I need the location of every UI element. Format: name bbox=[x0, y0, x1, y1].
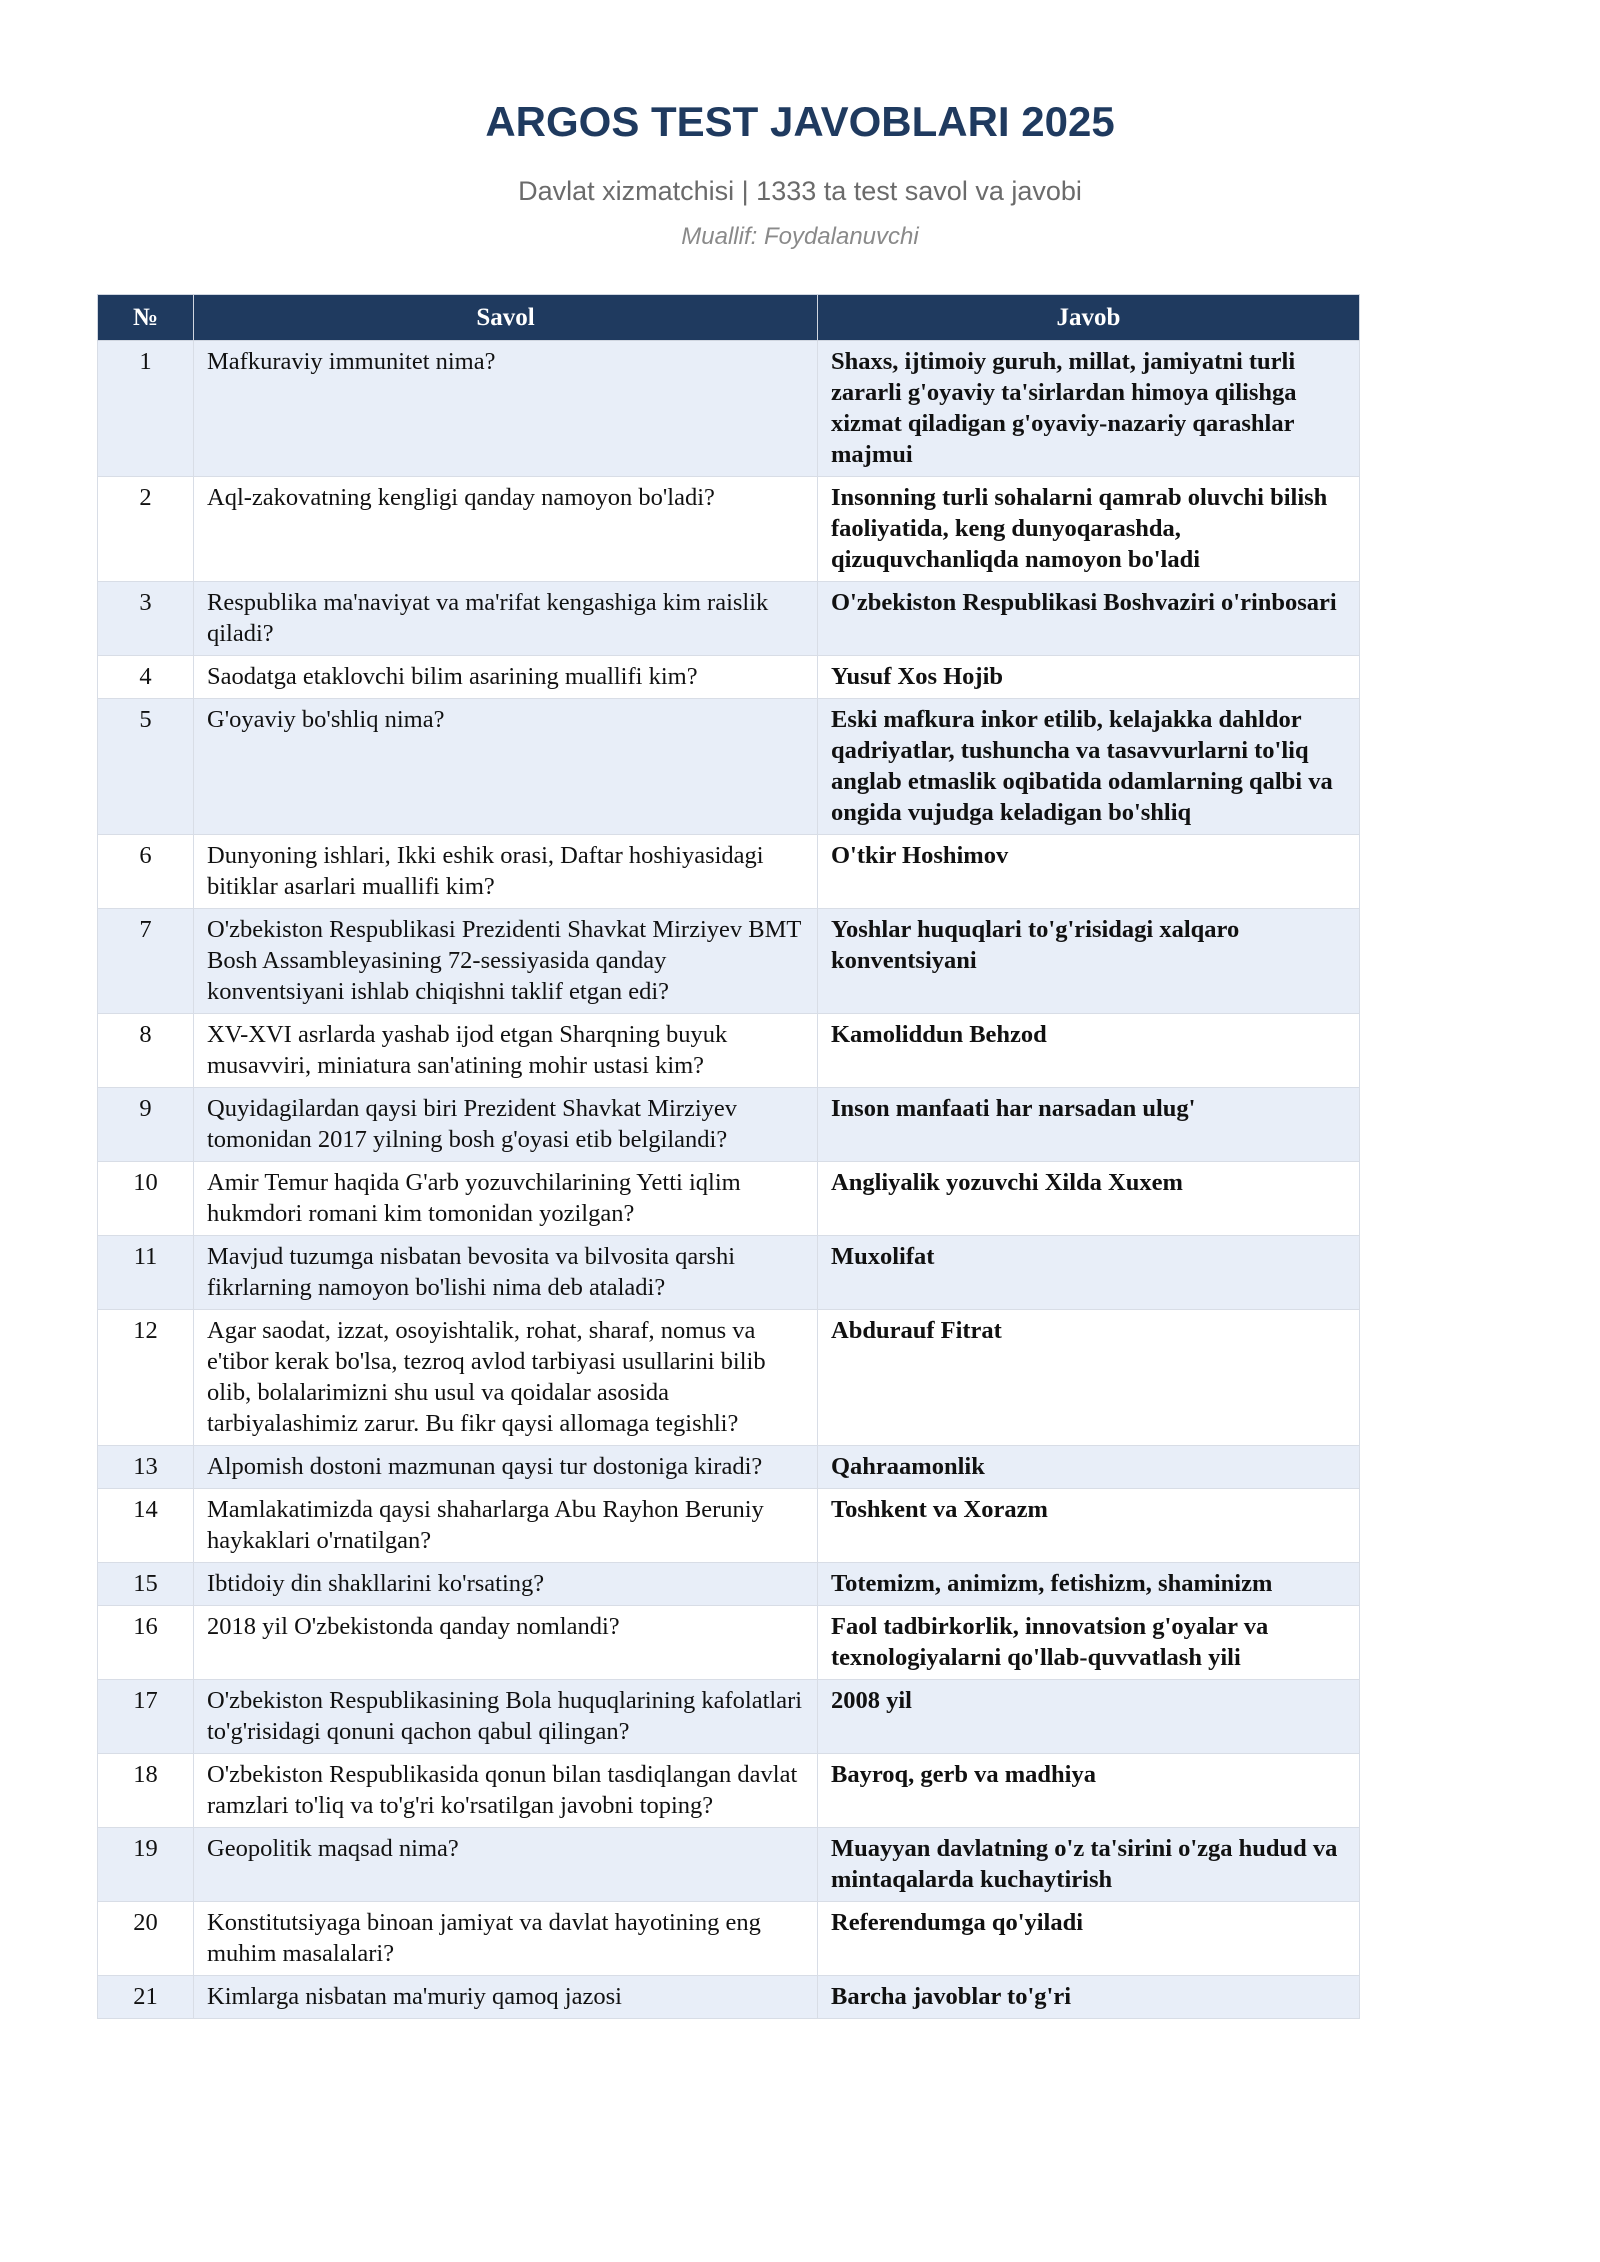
qa-table bbox=[97, 294, 1360, 2019]
row-question: Dunyoning ishlari, Ikki eshik orasi, Daftar hoshiyasidagi bitiklar asarlari muallifi kim? bbox=[194, 835, 818, 909]
table-row bbox=[98, 1680, 1360, 1754]
row-question: Amir Temur haqida G'arb yozuvchilarining Yetti iqlim hukmdori romani kim tomonidan yozilgan? bbox=[194, 1162, 818, 1236]
table-row bbox=[98, 656, 1360, 699]
table-row bbox=[98, 1606, 1360, 1680]
row-number: 8 bbox=[98, 1014, 194, 1088]
row-number: 2 bbox=[98, 477, 194, 582]
row-answer: Kamoliddun Behzod bbox=[818, 1014, 1360, 1088]
table-row bbox=[98, 1563, 1360, 1606]
row-number: 20 bbox=[98, 1902, 194, 1976]
table-row bbox=[98, 477, 1360, 582]
row-question: 2018 yil O'zbekistonda qanday nomlandi? bbox=[194, 1606, 818, 1680]
row-number: 3 bbox=[98, 582, 194, 656]
table-row bbox=[98, 699, 1360, 835]
row-question: XV-XVI asrlarda yashab ijod etgan Sharqning buyuk musavviri, miniatura san'atining mohir ustasi kim? bbox=[194, 1014, 818, 1088]
row-answer: Totemizm, animizm, fetishizm, shaminizm bbox=[818, 1563, 1360, 1606]
table-row bbox=[98, 1014, 1360, 1088]
row-number: 17 bbox=[98, 1680, 194, 1754]
table-row bbox=[98, 909, 1360, 1014]
row-answer: Inson manfaati har narsadan ulug' bbox=[818, 1088, 1360, 1162]
qa-table-body bbox=[98, 341, 1360, 2019]
row-answer: Eski mafkura inkor etilib, kelajakka dahldor qadriyatlar, tushuncha va tasavvurlarni to'liq anglab etmaslik oqibatida odamlarning qalbi va ongida vujudga keladigan bo'shliq bbox=[818, 699, 1360, 835]
row-answer: Yusuf Xos Hojib bbox=[818, 656, 1360, 699]
row-answer: Bayroq, gerb va madhiya bbox=[818, 1754, 1360, 1828]
table-row bbox=[98, 1446, 1360, 1489]
row-number: 10 bbox=[98, 1162, 194, 1236]
header-row bbox=[98, 295, 1360, 341]
row-question: Saodatga etaklovchi bilim asarining muallifi kim? bbox=[194, 656, 818, 699]
row-answer: O'tkir Hoshimov bbox=[818, 835, 1360, 909]
row-number: 11 bbox=[98, 1236, 194, 1310]
row-number: 6 bbox=[98, 835, 194, 909]
row-question: Respublika ma'naviyat va ma'rifat kengashiga kim raislik qiladi? bbox=[194, 582, 818, 656]
row-number: 16 bbox=[98, 1606, 194, 1680]
qa-table-header bbox=[98, 295, 1360, 341]
row-question: O'zbekiston Respublikasining Bola huquqlarining kafolatlari to'g'risidagi qonuni qachon qabul qilingan? bbox=[194, 1680, 818, 1754]
table-row bbox=[98, 582, 1360, 656]
row-answer: Muayyan davlatning o'z ta'sirini o'zga hudud va mintaqalarda kuchaytirish bbox=[818, 1828, 1360, 1902]
row-answer: Qahraamonlik bbox=[818, 1446, 1360, 1489]
row-answer: 2008 yil bbox=[818, 1680, 1360, 1754]
row-number: 12 bbox=[98, 1310, 194, 1446]
row-number: 19 bbox=[98, 1828, 194, 1902]
table-row bbox=[98, 1310, 1360, 1446]
table-row bbox=[98, 1902, 1360, 1976]
row-question: Mafkuraviy immunitet nima? bbox=[194, 341, 818, 477]
row-number: 15 bbox=[98, 1563, 194, 1606]
row-answer: Angliyalik yozuvchi Xilda Xuxem bbox=[818, 1162, 1360, 1236]
row-answer: Barcha javoblar to'g'ri bbox=[818, 1976, 1360, 2019]
row-answer: Shaxs, ijtimoiy guruh, millat, jamiyatni turli zararli g'oyaviy ta'sirlardan himoya qilishga xizmat qiladigan g'oyaviy-nazariy qarashlar majmui bbox=[818, 341, 1360, 477]
table-row bbox=[98, 1828, 1360, 1902]
table-row bbox=[98, 341, 1360, 477]
row-question: O'zbekiston Respublikasi Prezidenti Shavkat Mirziyev BMT Bosh Assambleyasining 72-sessiyasida qanday konventsiyani ishlab chiqishni taklif etgan edi? bbox=[194, 909, 818, 1014]
document-subtitle: Davlat xizmatchisi | 1333 ta test savol va javobi bbox=[518, 176, 1082, 206]
header-answer: Javob bbox=[818, 295, 1360, 341]
row-number: 1 bbox=[98, 341, 194, 477]
table-row bbox=[98, 1162, 1360, 1236]
table-row bbox=[98, 1754, 1360, 1828]
row-question: Mavjud tuzumga nisbatan bevosita va bilvosita qarshi fikrlarning namoyon bo'lishi nima deb ataladi? bbox=[194, 1236, 818, 1310]
row-question: G'oyaviy bo'shliq nima? bbox=[194, 699, 818, 835]
table-row bbox=[98, 835, 1360, 909]
document-author: Muallif: Foydalanuvchi bbox=[681, 223, 919, 250]
row-answer: Toshkent va Xorazm bbox=[818, 1489, 1360, 1563]
row-question: Agar saodat, izzat, osoyishtalik, rohat, sharaf, nomus va e'tibor kerak bo'lsa, tezroq avlod tarbiyasi usullarini bilib olib, bolalarimizni shu usul va qoidalar asosida tarbiyalashimiz zarur. Bu fikr qaysi allomaga tegishli? bbox=[194, 1310, 818, 1446]
row-question: Aql-zakovatning kengligi qanday namoyon bo'ladi? bbox=[194, 477, 818, 582]
row-question: Alpomish dostoni mazmunan qaysi tur dostoniga kiradi? bbox=[194, 1446, 818, 1489]
header-question: Savol bbox=[194, 295, 818, 341]
row-answer: Yoshlar huquqlari to'g'risidagi xalqaro konventsiyani bbox=[818, 909, 1360, 1014]
row-number: 7 bbox=[98, 909, 194, 1014]
row-number: 13 bbox=[98, 1446, 194, 1489]
header-number: № bbox=[98, 295, 194, 341]
table-row bbox=[98, 1088, 1360, 1162]
row-answer: Insonning turli sohalarni qamrab oluvchi bilish faoliyatida, keng dunyoqarashda, qizuquvchanliqda namoyon bo'ladi bbox=[818, 477, 1360, 582]
row-number: 14 bbox=[98, 1489, 194, 1563]
row-number: 21 bbox=[98, 1976, 194, 2019]
row-question: Ibtidoiy din shakllarini ko'rsating? bbox=[194, 1563, 818, 1606]
row-number: 4 bbox=[98, 656, 194, 699]
row-answer: Faol tadbirkorlik, innovatsion g'oyalar va texnologiyalarni qo'llab-quvvatlash yili bbox=[818, 1606, 1360, 1680]
table-row bbox=[98, 1489, 1360, 1563]
row-answer: Muxolifat bbox=[818, 1236, 1360, 1310]
row-number: 9 bbox=[98, 1088, 194, 1162]
row-answer: O'zbekiston Respublikasi Boshvaziri o'rinbosari bbox=[818, 582, 1360, 656]
row-question: Kimlarga nisbatan ma'muriy qamoq jazosi bbox=[194, 1976, 818, 2019]
document-title: ARGOS TEST JAVOBLARI 2025 bbox=[485, 98, 1115, 145]
row-question: Mamlakatimizda qaysi shaharlarga Abu Rayhon Beruniy haykaklari o'rnatilgan? bbox=[194, 1489, 818, 1563]
row-number: 18 bbox=[98, 1754, 194, 1828]
row-answer: Abdurauf Fitrat bbox=[818, 1310, 1360, 1446]
table-row bbox=[98, 1976, 1360, 2019]
row-number: 5 bbox=[98, 699, 194, 835]
row-question: Quyidagilardan qaysi biri Prezident Shavkat Mirziyev tomonidan 2017 yilning bosh g'oyasi etib belgilandi? bbox=[194, 1088, 818, 1162]
row-question: O'zbekiston Respublikasida qonun bilan tasdiqlangan davlat ramzlari to'liq va to'g'ri ko'rsatilgan javobni toping? bbox=[194, 1754, 818, 1828]
table-row bbox=[98, 1236, 1360, 1310]
row-answer: Referendumga qo'yiladi bbox=[818, 1902, 1360, 1976]
row-question: Konstitutsiyaga binoan jamiyat va davlat hayotining eng muhim masalalari? bbox=[194, 1902, 818, 1976]
row-question: Geopolitik maqsad nima? bbox=[194, 1828, 818, 1902]
